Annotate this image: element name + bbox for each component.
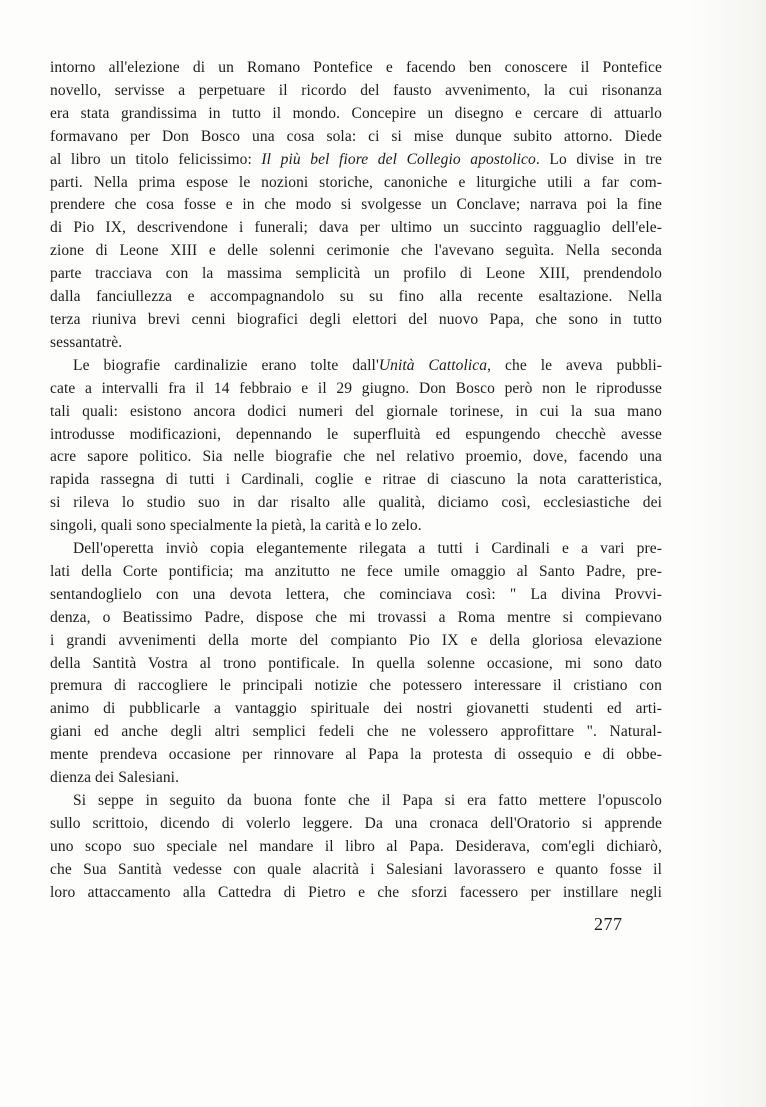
text-line (50, 446, 662, 469)
text-line (50, 653, 662, 676)
page-text (50, 57, 662, 905)
text-segment: parte tracciava con la massima semplicità un profilo di Leone XIII, prendendolo (50, 265, 662, 283)
text-segment: al libro un titolo felicissimo: (50, 150, 262, 168)
text-line (50, 721, 662, 744)
text-segment: , che le aveva pubbli- (487, 356, 662, 374)
text-segment: novello, servisse a perpetuare il ricordo del fausto avvenimento, la cui risonanza (50, 81, 662, 99)
text-line (50, 561, 662, 584)
text-line (50, 882, 662, 905)
text-line (50, 286, 662, 309)
text-segment: animo di pubblicarle a vantaggio spirituale dei nostri giovanetti studenti ed arti- (50, 700, 662, 718)
text-segment: intorno all'elezione di un Romano Pontefice e facendo ben conoscere il Pontefice (50, 59, 662, 76)
text-line (50, 630, 662, 653)
text-segment: dienza dei Salesiani. (50, 769, 180, 787)
text-segment: lati della Corte pontificia; ma anzitutto ne fece umile omaggio al Santo Padre, pre- (50, 562, 662, 580)
italic-text-segment: Unità Cattolica (378, 356, 488, 374)
text-segment: parti. Nella prima espose le nozioni storiche, canoniche e liturgiche utili a far com- (50, 173, 662, 191)
text-segment: si rileva lo studio suo in dar risalto alle qualità, diciamo così, ecclesiastiche dei (50, 494, 662, 512)
text-line (50, 836, 662, 859)
text-segment: sullo scrittoio, dicendo di volerlo leggere. Da una cronaca dell'Oratorio si apprende (50, 814, 662, 832)
text-line (50, 309, 662, 332)
text-segment: mente prendeva occasione per rinnovare al Papa la protesta di ossequio e di obbe- (50, 746, 662, 764)
text-line (50, 813, 662, 836)
text-line (50, 263, 662, 286)
text-segment: introdusse modificazioni, depennando le superfluità ed espungendo checchè avesse (50, 425, 662, 443)
text-segment: uno scopo suo speciale nel mandare il libro al Papa. Desiderava, com'egli dichiarò, (50, 837, 662, 855)
text-line (50, 355, 662, 378)
text-line (50, 240, 662, 263)
text-segment: denza, o Beatissimo Padre, dispose che mi trovassi a Roma mentre si compievano (50, 608, 662, 626)
text-line (50, 401, 662, 424)
text-segment: rapida rassegna di tutti i Cardinali, coglie e ritrae di ciascuno la nota caratteristica, (50, 471, 662, 489)
italic-text-segment: Il più bel fiore del Collegio apostolico (261, 150, 536, 168)
text-segment: cate a intervalli fra il 14 febbraio e il 29 giugno. Don Bosco però non le riprodusse (50, 379, 662, 397)
text-segment: tali quali: esistono ancora dodici numeri del giornale torinese, in cui la sua mano (50, 402, 662, 420)
text-segment: singoli, quali sono specialmente la pietà, la carità e lo zelo. (50, 517, 422, 535)
text-segment: i grandi avvenimenti della morte del compianto Pio IX e della gloriosa elevazione (50, 631, 662, 649)
text-segment: sentandoglielo con una devota lettera, che cominciava così: " La divina Provvi- (50, 585, 662, 603)
text-segment: Le biografie cardinalizie erano tolte dall' (73, 356, 379, 374)
text-line (50, 217, 662, 240)
text-segment: premura di raccogliere le principali notizie che potessero interessare il cristiano con (50, 677, 662, 695)
text-segment: che Sua Santità vedesse con quale alacrità i Salesiani lavorassero e quanto fosse il (50, 860, 662, 878)
text-segment: Dell'operetta inviò copia elegantemente rilegata a tutti i Cardinali e a vari pre- (73, 540, 662, 558)
text-line (50, 698, 662, 721)
text-segment: era stata grandissima in tutto il mondo. Concepire un disegno e cercare di attuarlo (50, 104, 662, 122)
text-line (50, 767, 662, 790)
text-line (50, 607, 662, 630)
text-line (50, 538, 662, 561)
text-line (50, 149, 662, 172)
text-line (50, 859, 662, 882)
text-line (50, 492, 662, 515)
text-segment: zione di Leone XIII e delle solenni cerimonie che l'avevano seguìta. Nella seconda (50, 242, 662, 260)
text-segment: formavano per Don Bosco una cosa sola: ci si mise dunque subito attorno. Diede (50, 127, 662, 145)
text-segment: loro attaccamento alla Cattedra di Pietro e che sforzi facessero per instillare negli (50, 883, 662, 901)
text-line (50, 126, 662, 149)
text-line (50, 172, 662, 195)
text-segment: . Lo divise in tre (535, 150, 662, 168)
text-line (50, 103, 662, 126)
text-line (50, 332, 662, 355)
text-segment: terza riuniva brevi cenni biografici degli elettori del nuovo Papa, che sono in tutto (50, 310, 662, 328)
page-number: 277 (594, 914, 623, 934)
text-line (50, 790, 662, 813)
text-line (50, 194, 662, 217)
text-line (50, 57, 662, 80)
text-segment: della Santità Vostra al trono pontificale. In quella solenne occasione, mi sono dato (50, 654, 662, 672)
text-segment: Si seppe in seguito da buona fonte che il Papa si era fatto mettere l'opuscolo (73, 792, 662, 809)
text-line (50, 80, 662, 103)
text-segment: di Pio IX, descrivendone i funerali; dava per ultimo un succinto ragguaglio dell'ele- (50, 219, 662, 237)
text-line (50, 515, 662, 538)
text-line (50, 378, 662, 401)
text-line (50, 424, 662, 447)
text-segment: dalla fanciullezza e accompagnandolo su su fino alla recente esaltazione. Nella (50, 288, 662, 306)
text-line (50, 744, 662, 767)
text-segment: sessantatrè. (50, 333, 123, 351)
text-line (50, 469, 662, 492)
text-line (50, 675, 662, 698)
text-line (50, 584, 662, 607)
text-segment: acre sapore politico. Sia nelle biografie che nel relativo proemio, dove, facendo una (50, 448, 662, 466)
text-segment: prendere che cosa fosse e in che modo si svolgesse un Conclave; narrava poi la fine (50, 196, 662, 214)
text-segment: giani ed anche degli altri semplici fedeli che ne volessero approfittare ". Natural- (50, 723, 662, 741)
